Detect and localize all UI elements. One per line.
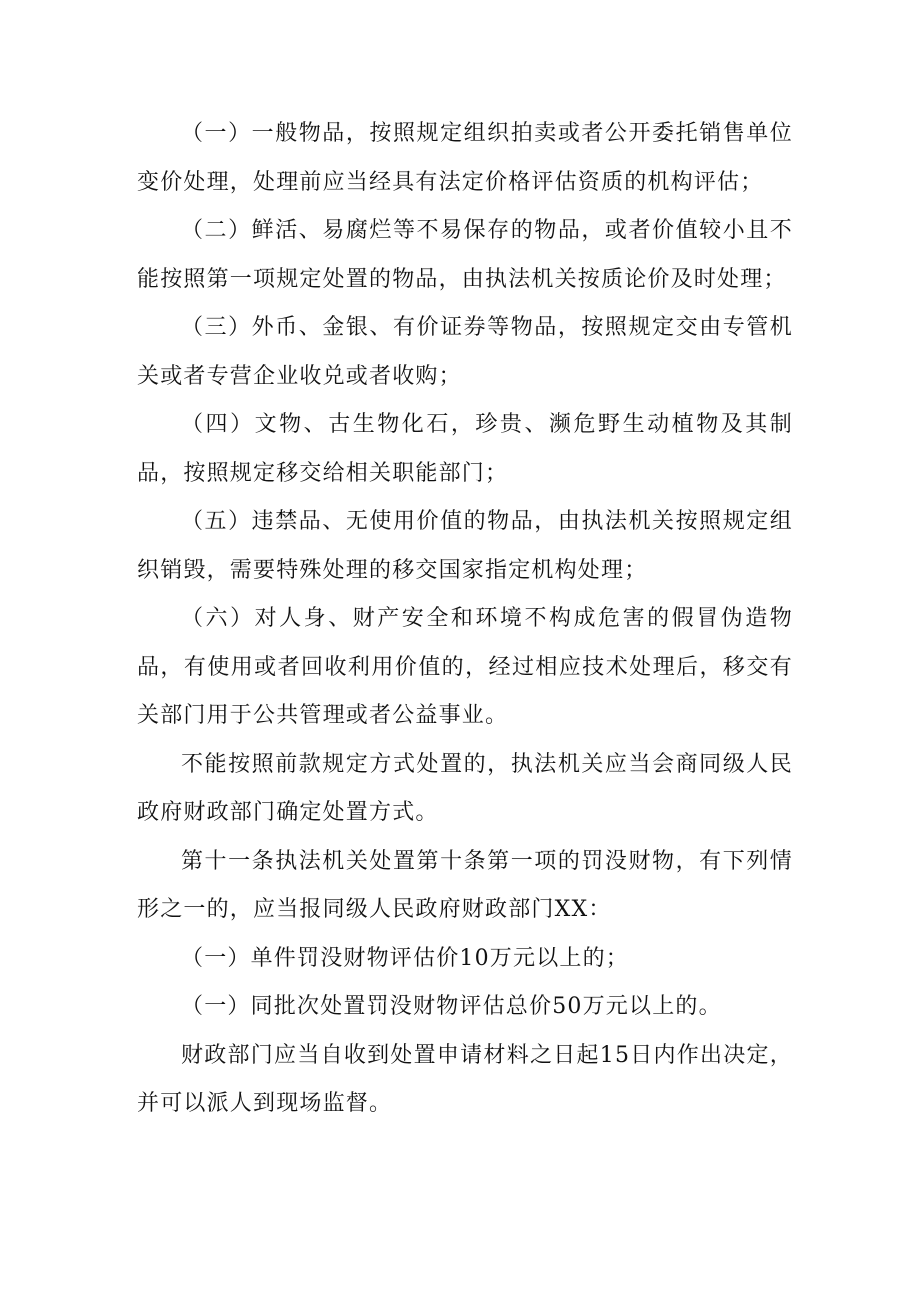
paragraph-item-3-currency-gold: （三）外币、金银、有价证券等物品，按照规定交由专管机关或者专营企业收兑或者收购； [137, 315, 793, 389]
paragraph-article-11-item-2: （一）同批次处置罚没财物评估总价50万元以上的。 [181, 994, 722, 1019]
paragraph-item-2-perishable-goods: （二）鲜活、易腐烂等不易保存的物品，或者价值较小且不能按照第一项规定处置的物品，由执法机关按质论价及时处理； [137, 218, 793, 292]
paragraph-item-6-counterfeit: （六）对人身、财产安全和环境不构成危害的假冒伪造物品，有使用或者回收利用价值的，经过相应技术处理后，移交有关部门用于公共管理或者公益事业。 [137, 606, 793, 728]
paragraph-item-5-contraband: （五）违禁品、无使用价值的物品，由执法机关按照规定组织销毁，需要特殊处理的移交国家指定机构处理； [137, 509, 793, 583]
paragraph-item-4-cultural-relics: （四）文物、古生物化石，珍贵、濒危野生动植物及其制品，按照规定移交给相关职能部门； [137, 412, 793, 486]
paragraph-item-1-general-goods: （一）一般物品，按照规定组织拍卖或者公开委托销售单位变价处理，处理前应当经具有法定价格评估资质的机构评估； [137, 121, 793, 195]
paragraph-article-11-item-1: （一）单件罚没财物评估价10万元以上的； [181, 945, 629, 971]
paragraph-article-11: 第十一条执法机关处置第十条第一项的罚没财物，有下列情形之一的，应当报同级人民政府财政部门XX： [137, 848, 793, 922]
paragraph-finance-decision: 财政部门应当自收到处置申请材料之日起15日内作出决定，并可以派人到现场监督。 [137, 1042, 793, 1116]
paragraph-alternative-disposal: 不能按照前款规定方式处置的，执法机关应当会商同级人民政府财政部门确定处置方式。 [137, 751, 793, 825]
document-body [137, 110, 793, 1129]
